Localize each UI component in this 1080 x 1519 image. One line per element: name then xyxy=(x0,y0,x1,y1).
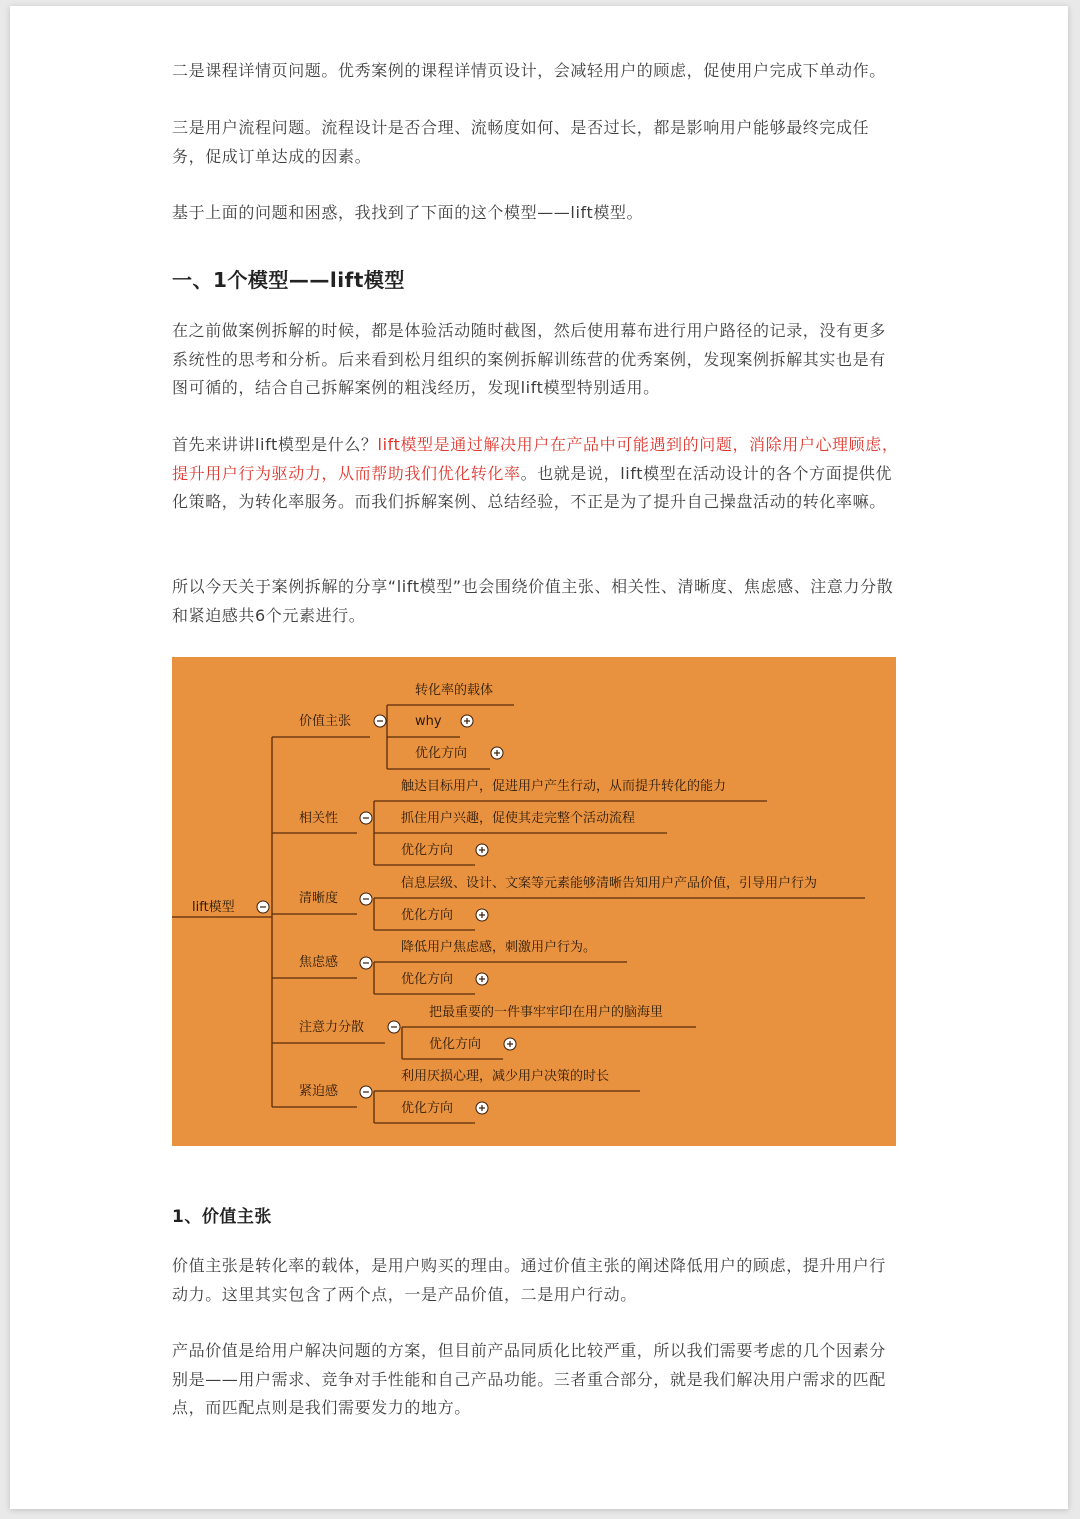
mindmap-branch-clarity: 清晰度 xyxy=(299,891,339,906)
mindmap-leaf: 信息层级、设计、文案等元素能够清晰告知用户产品价值，引导用户行为 xyxy=(401,876,818,891)
mindmap-branch-urgency: 紧迫感 xyxy=(299,1084,339,1099)
mindmap-leaf: 优化方向 xyxy=(415,746,468,761)
paragraph-product-value: 产品价值是给用户解决问题的方案，但目前产品同质化比较严重，所以我们需要考虑的几个因素分别是——用户需求、竞争对手性能和自己产品功能。三者重合部分，就是我们解决用户需求的匹配点，而匹配点则是我们需要发力的地方。 xyxy=(172,1341,886,1417)
paragraph-user-flow: 三是用户流程问题。流程设计是否合理、流畅度如何、是否过长，都是影响用户能够最终完成任务，促成订单达成的因素。 xyxy=(172,118,870,166)
paragraph-case-analysis: 在之前做案例拆解的时候，都是体验活动随时截图，然后使用幕布进行用户路径的记录，没有更多系统性的思考和分析。后来看到松月组织的案例拆解训练营的优秀案例，发现案例拆解其实也是有图可循的，结合自己拆解案例的粗浅经历，发现lift模型特别适用。 xyxy=(172,321,886,397)
mindmap-branch-value: 价值主张 xyxy=(299,714,352,729)
mindmap-branch-anxiety: 焦虑感 xyxy=(299,955,339,970)
mindmap-leaf: 优化方向 xyxy=(429,1037,482,1052)
lift-mindmap xyxy=(172,657,896,1146)
paragraph-intro-model: 基于上面的问题和困惑，我找到了下面的这个模型——lift模型。 xyxy=(172,203,644,222)
mindmap-leaf: 优化方向 xyxy=(401,972,454,987)
text-normal-after: 。也就是说，lift模型在活动设计的各个方面提供优化策略，为转化率服务。而我们拆解案例、总结经验，不正是为了提升自己操盘活动的转化率嘛。 xyxy=(172,463,893,511)
mindmap-branch-distraction: 注意力分散 xyxy=(299,1020,365,1035)
paragraph-six-elements: 所以今天关于案例拆解的分享“lift模型”也会围绕价值主张、相关性、清晰度、焦虑感、注意力分散和紧迫感共6个元素进行。 xyxy=(172,577,894,625)
text-highlight-red: lift模型是通过解决用户在产品中可能遇到的问题，消除用户心理顾虑，提升用户行为驱动力，从而帮助我们优化转化率 xyxy=(172,435,899,483)
mindmap-root-node: lift模型 xyxy=(192,900,235,915)
mindmap-leaf: 触达目标用户，促进用户产生行动，从而提升转化的能力 xyxy=(401,779,727,794)
paragraph-course-detail: 二是课程详情页问题。优秀案例的课程详情页设计，会减轻用户的顾虑，促使用户完成下单动作。 xyxy=(172,61,886,80)
mindmap-leaf: 优化方向 xyxy=(401,908,454,923)
mindmap-leaf: why xyxy=(415,714,442,729)
mindmap-leaf: 优化方向 xyxy=(401,843,454,858)
mindmap-leaf: 抓住用户兴趣，促使其走完整个活动流程 xyxy=(401,811,636,826)
subheading-value-proposition: 1、价值主张 xyxy=(172,1207,272,1227)
mindmap-leaf: 降低用户焦虑感，刺激用户行为。 xyxy=(401,940,597,955)
paragraph-what-is-lift xyxy=(172,431,902,517)
mindmap-leaf: 利用厌损心理，减少用户决策的时长 xyxy=(401,1069,610,1084)
mindmap-branch-relevance: 相关性 xyxy=(299,811,339,826)
section-heading-lift-model: 一、1个模型——lift模型 xyxy=(172,268,405,292)
text-normal: 首先来讲讲lift模型是什么？ xyxy=(172,435,378,454)
paragraph-value-proposition: 价值主张是转化率的载体，是用户购买的理由。通过价值主张的阐述降低用户的顾虑，提升用户行动力。这里其实包含了两个点，一是产品价值，二是用户行动。 xyxy=(172,1256,886,1304)
mindmap-leaf: 转化率的载体 xyxy=(415,683,494,698)
mindmap-leaf: 优化方向 xyxy=(401,1101,454,1116)
mindmap-leaf: 把最重要的一件事牢牢印在用户的脑海里 xyxy=(429,1005,664,1020)
